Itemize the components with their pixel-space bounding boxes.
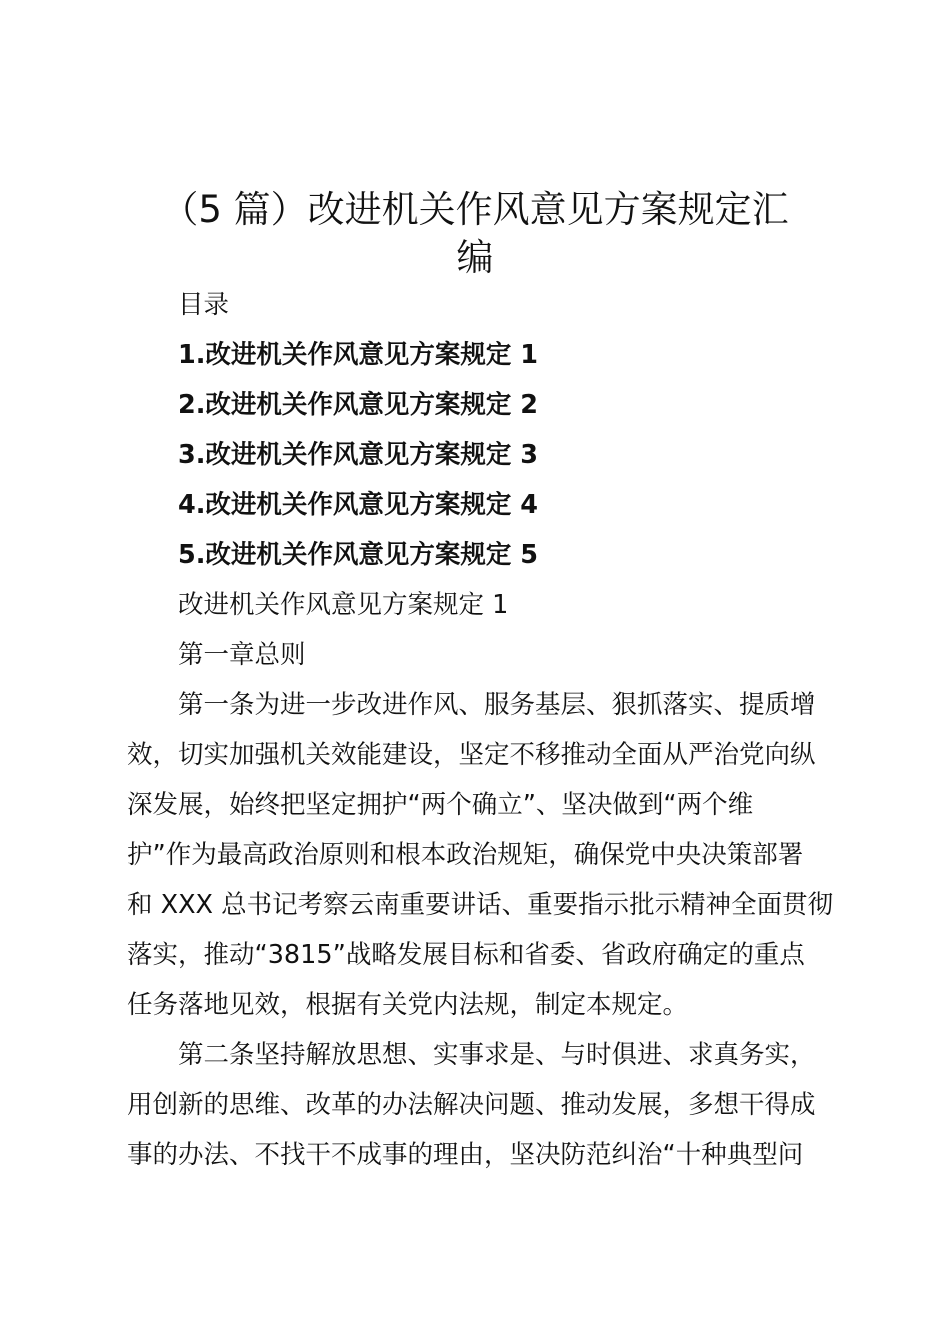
chapter-heading: 第一章总则 [178,640,306,670]
toc-item: 3.改进机关作风意见方案规定 3 [178,440,539,470]
toc-item: 2.改进机关作风意见方案规定 2 [178,390,539,420]
toc-item: 4.改进机关作风意见方案规定 4 [178,490,539,520]
document-title [100,186,850,282]
article-2-paragraph [127,1030,837,1180]
toc-item: 5.改进机关作风意见方案规定 5 [178,540,539,570]
toc-item: 1.改进机关作风意见方案规定 1 [178,340,539,370]
document-body [127,280,837,1180]
toc-heading: 目录 [178,290,230,320]
title-line: （5 篇）改进机关作风意见方案规定汇 [161,188,789,231]
paragraph-line: 护”作为最高政治原则和根本政治规矩，确保党中央决策部署 [127,840,804,870]
paragraph-line: 第一条为进一步改进作风、服务基层、狠抓落实、提质增 [178,690,816,720]
paragraph-line: 事的办法、不找干不成事的理由，坚决防范纠治“十种典型问 [127,1140,804,1170]
paragraph-line: 第二条坚持解放思想、实事求是、与时俱进、求真务实， [178,1040,816,1070]
paragraph-line: 和 XXX 总书记考察云南重要讲话、重要指示批示精神全面贯彻 [127,890,834,920]
paragraph-line: 任务落地见效，根据有关党内法规，制定本规定。 [127,990,689,1020]
title-line: 编 [456,236,494,279]
paragraph-line: 效，切实加强机关效能建设，坚定不移推动全面从严治党向纵 [127,740,816,770]
section-heading: 改进机关作风意见方案规定 1 [178,590,509,620]
paragraph-line: 落实，推动“3815”战略发展目标和省委、省政府确定的重点 [127,940,805,970]
article-1-paragraph [127,680,837,1030]
paragraph-line: 深发展，始终把坚定拥护“两个确立”、坚决做到“两个维 [127,790,754,820]
paragraph-line: 用创新的思维、改革的办法解决问题、推动发展，多想干得成 [127,1090,816,1120]
